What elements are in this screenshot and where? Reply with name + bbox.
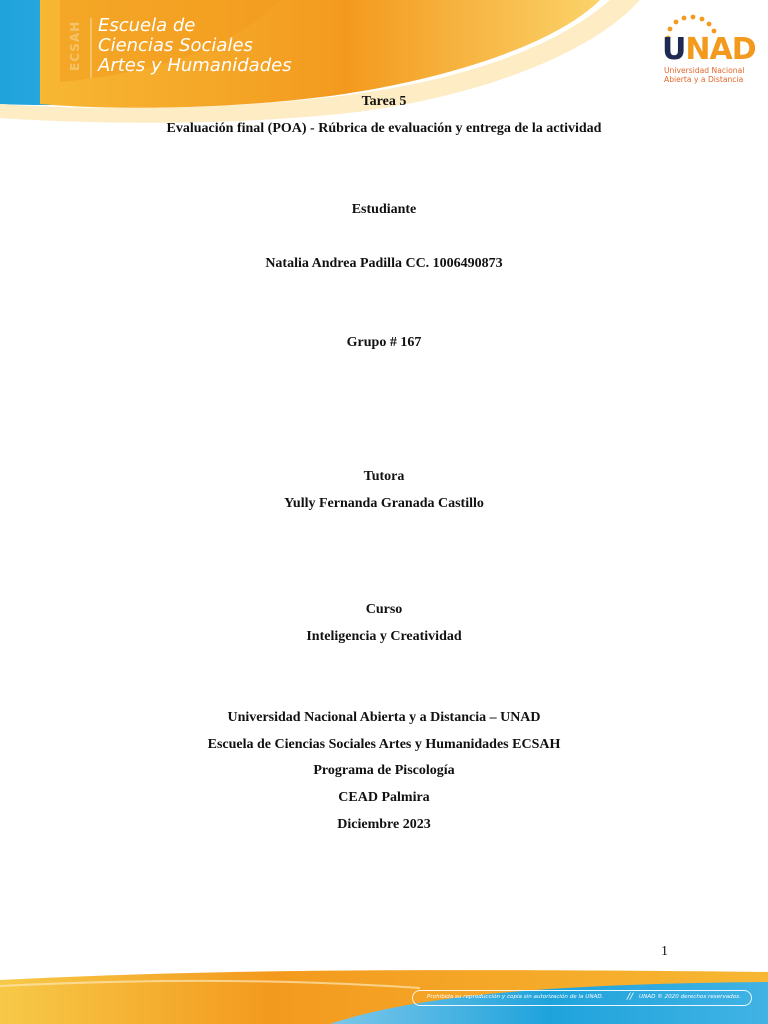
footer-separator: // bbox=[627, 992, 634, 1002]
tutor-name: Yully Fernanda Granada Castillo bbox=[284, 496, 484, 511]
date: Diciembre 2023 bbox=[337, 817, 431, 832]
group-number: Grupo # 167 bbox=[346, 335, 422, 350]
unad-wordmark-u: U bbox=[662, 32, 686, 67]
footer-notice-box bbox=[412, 990, 752, 1006]
ecsah-logo-text bbox=[98, 16, 292, 76]
ecsah-line-2: Ciencias Sociales bbox=[98, 35, 253, 56]
student-label: Estudiante bbox=[351, 202, 417, 217]
school-name: Escuela de Ciencias Sociales Artes y Humanidades ECSAH bbox=[207, 737, 561, 752]
footer-copyright: UNAD © 2020 derechos reservados. bbox=[639, 994, 741, 1000]
activity-title: Evaluación final (POA) - Rúbrica de evaluación y entrega de la actividad bbox=[166, 121, 602, 136]
unad-subtitle bbox=[664, 66, 760, 84]
unad-wordmark-nad: NAD bbox=[685, 32, 756, 67]
footer-notice: Prohibida su reproducción y copia sin autorización de la UNAD. bbox=[427, 994, 604, 1000]
student-name: Natalia Andrea Padilla CC. 1006490873 bbox=[265, 256, 503, 271]
unad-subtitle-line-2: Abierta y a Distancia bbox=[664, 75, 744, 84]
tutor-label: Tutora bbox=[363, 469, 405, 484]
center-name: CEAD Palmira bbox=[338, 790, 430, 805]
ecsah-line-1: Escuela de bbox=[98, 15, 196, 36]
unad-subtitle-line-1: Universidad Nacional bbox=[664, 66, 745, 75]
university-name: Universidad Nacional Abierta y a Distancia – UNAD bbox=[227, 710, 541, 725]
course-label: Curso bbox=[365, 602, 403, 617]
unad-wordmark bbox=[662, 32, 756, 67]
ecsah-line-3: Artes y Humanidades bbox=[98, 55, 292, 76]
course-name: Inteligencia y Creatividad bbox=[306, 629, 462, 644]
program-name: Programa de Piscología bbox=[313, 763, 455, 778]
task-title: Tarea 5 bbox=[361, 94, 407, 109]
unad-logo bbox=[654, 14, 754, 88]
ecsah-logo-divider bbox=[90, 18, 92, 78]
ecsah-vertical-abbr: ECSAH bbox=[68, 20, 82, 72]
page-number: 1 bbox=[661, 944, 668, 959]
